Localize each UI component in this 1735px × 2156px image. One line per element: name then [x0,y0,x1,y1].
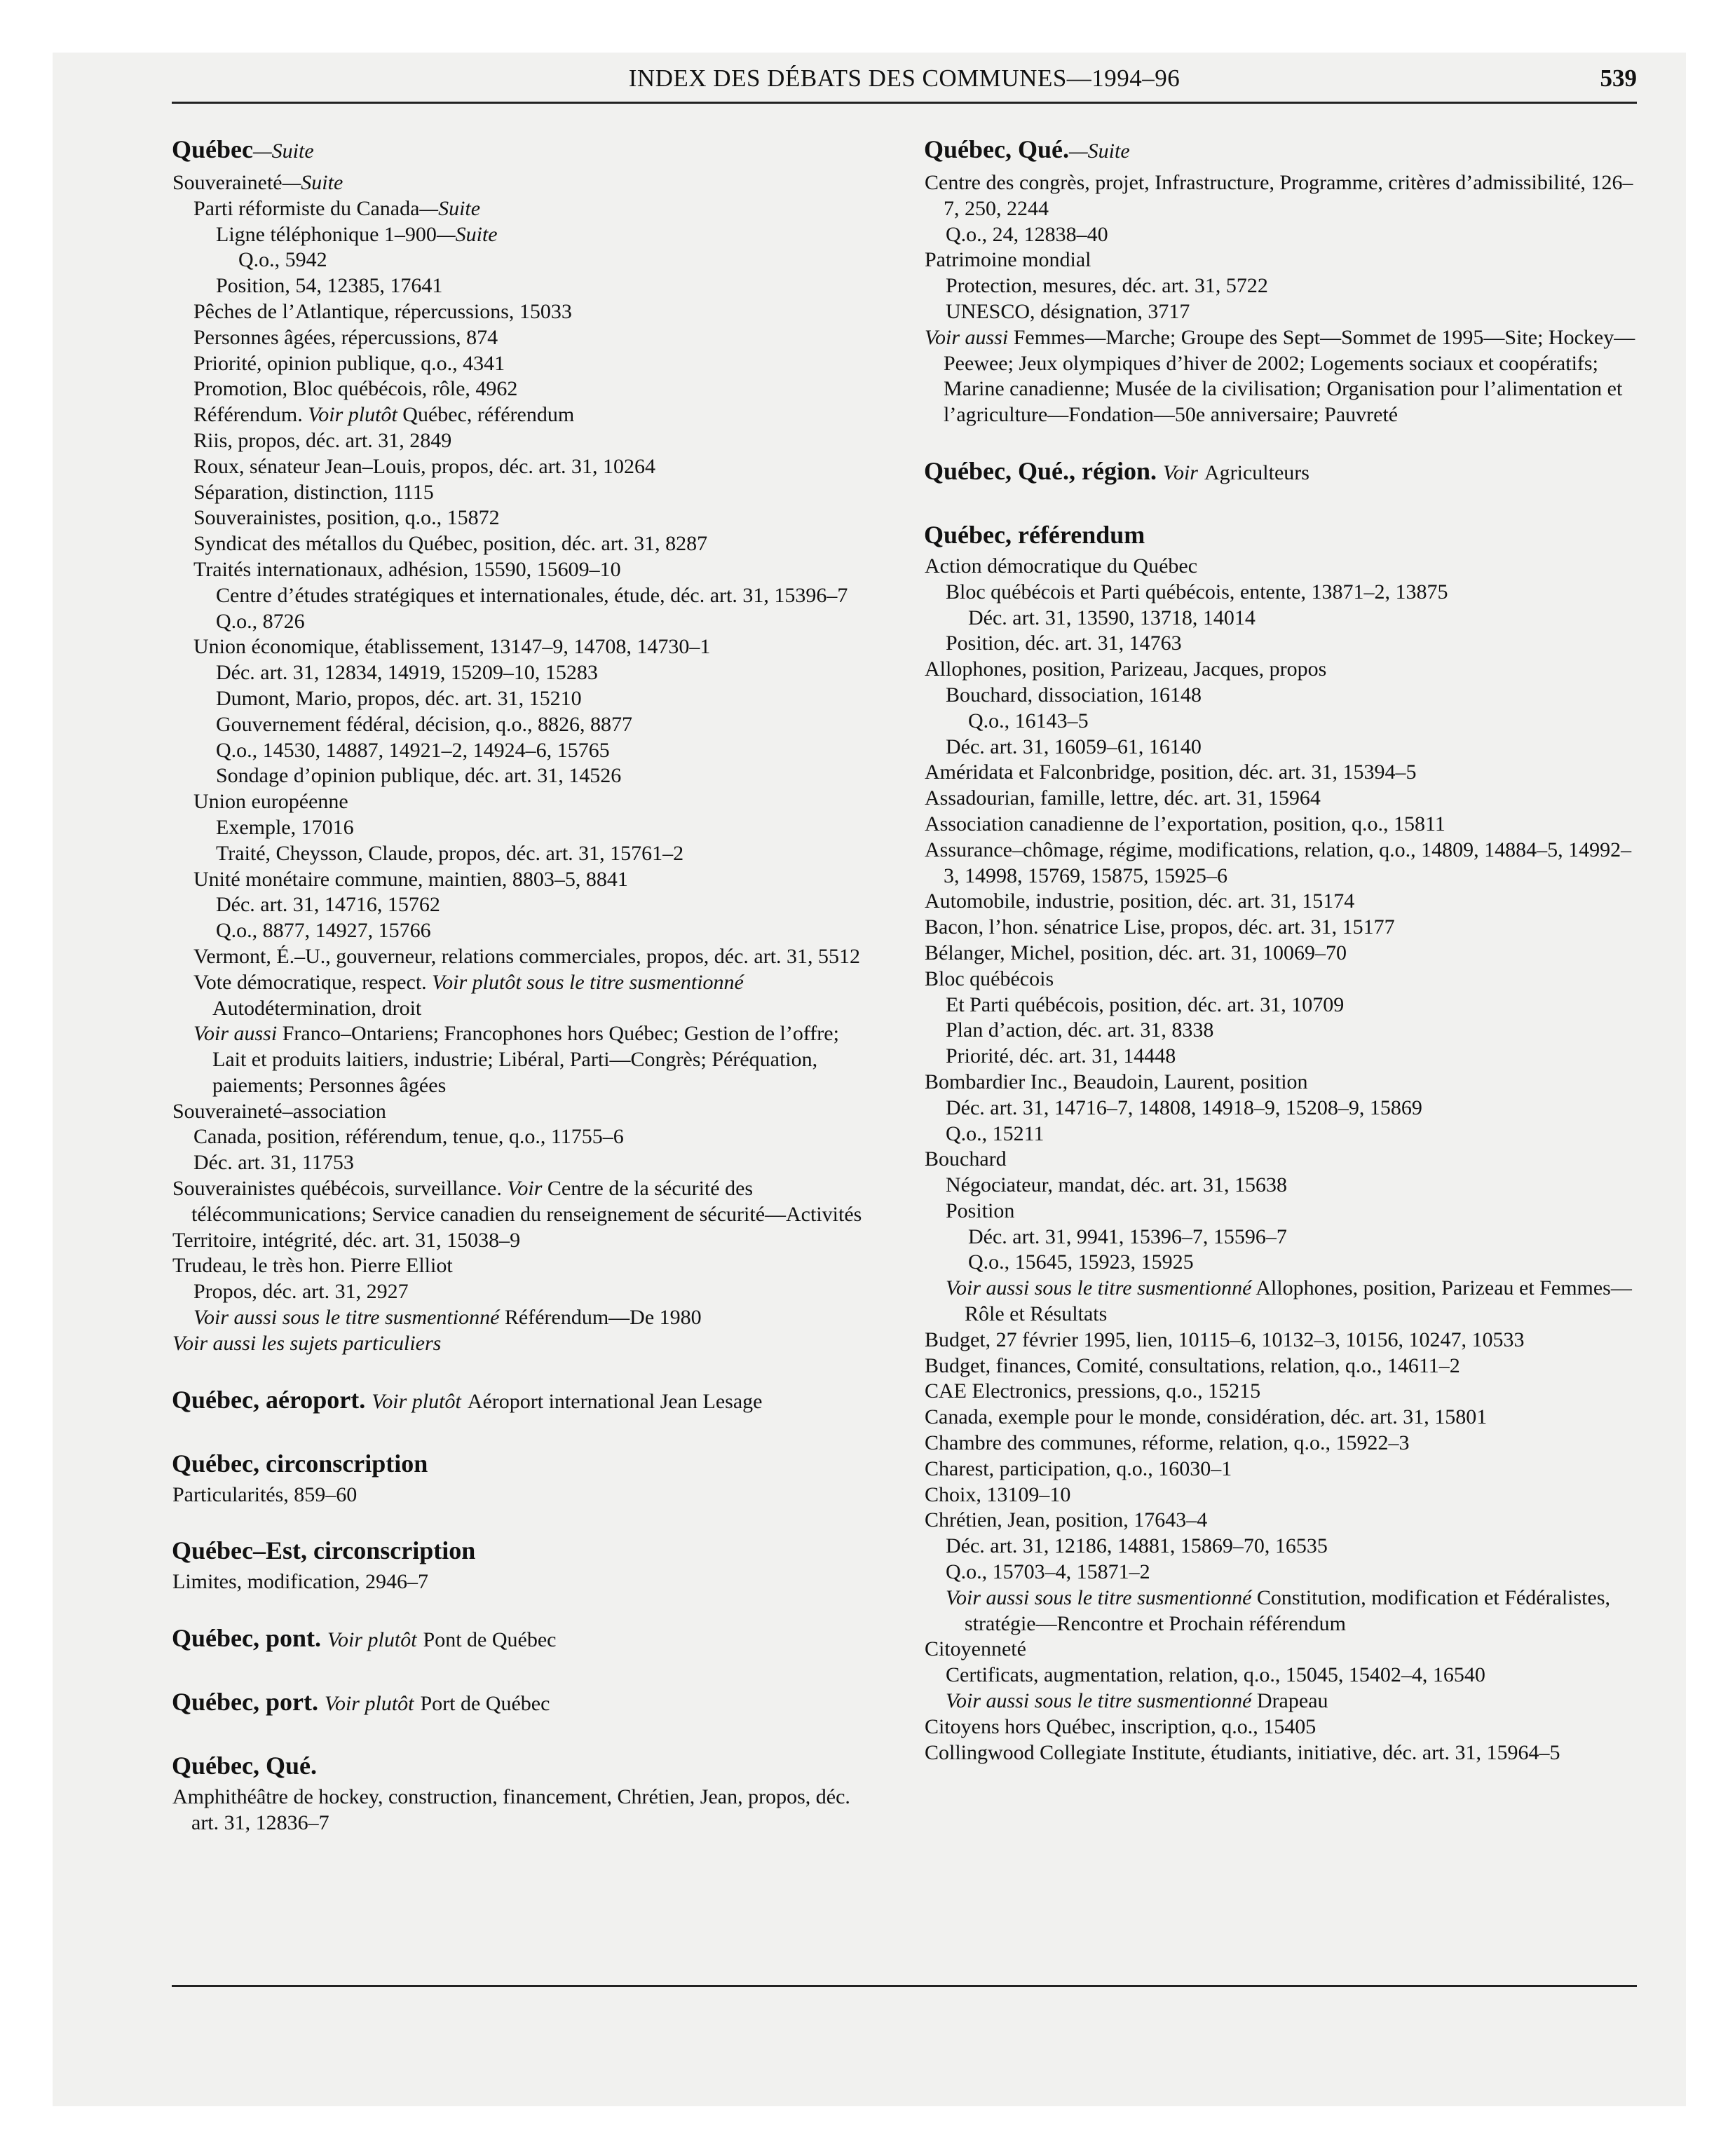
index-subentry [172,634,873,660]
cross-reference-target: Femmes—Marche; Groupe des Sept—Sommet de 1995—Site; Hockey—Peewee; Jeux olympiques d’hiver de 2002; Logements sociaux et coopératifs; Marine canadienne; Musée de la civilisation; Organisation pour l’alimentation et l’agriculture—Fondation—50e anniversaire; Pauvreté [944,325,1635,427]
subentry-text: Q.o., 24, 12838–40 [946,222,1108,246]
page-header [172,64,1637,101]
subentry-text: Certificats, augmentation, relation, q.o., 15045, 15402–4, 16540 [946,1663,1485,1687]
subentry-text: Position [946,1199,1015,1222]
index-subentry [172,815,873,841]
cross-reference-target: Pont de Québec [423,1628,557,1652]
subentry-text: Pêches de l’Atlantique, répercussions, 15033 [193,299,572,323]
index-subentry [172,454,873,480]
index-subentry [924,1096,1639,1121]
index-subentry [172,1482,873,1508]
index-subentry [172,867,873,893]
running-title: INDEX DES DÉBATS DES COMMUNES—1994–96 [628,64,1181,92]
subentry-text: Q.o., 14530, 14887, 14921–2, 14924–6, 15765 [216,738,610,762]
cross-reference-target: Franco–Ontariens; Francophones hors Québec; Gestion de l’offre; Lait et produits laitiers, industrie; Libéral, Parti—Congrès; Péréquation, paiements; Personnes âgées [212,1022,839,1097]
subentry-text: Souveraineté–association [172,1099,386,1123]
subentry-text: Dumont, Mario, propos, déc. art. 31, 15210 [216,686,582,710]
subentry-text: Bloc québécois [925,967,1054,990]
subentry-text: Q.o., 8877, 14927, 15766 [216,919,431,943]
subentry-text: Traités internationaux, adhésion, 15590, 15609–10 [193,557,621,581]
index-subentry [924,786,1639,812]
subentry-text: Bloc québécois et Parti québécois, entente, 13871–2, 13875 [946,580,1448,603]
index-subentry [172,1124,873,1150]
subentry-text: Vermont, É.–U., gouverneur, relations commerciales, propos, déc. art. 31, 5512 [193,944,861,968]
index-subentry [172,1305,873,1331]
heading-text: Québec, circonscription [172,1449,428,1478]
subentry-text: Charest, participation, q.o., 16030–1 [925,1456,1232,1480]
subentry-text: Budget, finances, Comité, consultations, relation, q.o., 14611–2 [925,1353,1460,1377]
index-subentry [172,1176,873,1228]
cross-reference-target: Autodétermination, droit [212,996,422,1020]
subentry-text: Citoyenneté [925,1637,1026,1661]
index-subentry [172,1253,873,1279]
subentry-text: Union européenne [193,790,348,814]
index-subentry [172,1569,873,1595]
subentry-text: Amphithéâtre de hockey, construction, financement, Chrétien, Jean, propos, déc. art. 31, 12836–7 [172,1785,850,1835]
subentry-text: Déc. art. 31, 14716, 15762 [216,893,440,917]
subentry-text: Personnes âgées, répercussions, 874 [193,325,498,349]
entry-heading [172,1531,873,1569]
subentry-text: Déc. art. 31, 11753 [193,1151,354,1175]
subentry-text: Unité monétaire commune, maintien, 8803–5, 8841 [193,867,628,891]
subentry-text: Syndicat des métallos du Québec, position, déc. art. 31, 8287 [193,532,708,556]
index-subentry [172,686,873,712]
index-subentry [924,273,1639,299]
entry-heading [172,1747,873,1785]
index-subentry [172,1021,873,1098]
subentry-text: Assurance–chômage, régime, modifications, relation, q.o., 14809, 14884–5, 14992–3, 14998, 15769, 15875, 15925–6 [925,838,1632,887]
index-subentry [924,1637,1639,1663]
index-subentry [172,1785,873,1836]
index-subentry [172,583,873,609]
index-subentry [924,1688,1639,1714]
index-subentry [924,683,1639,709]
cross-reference-target: Aéroport international Jean Lesage [467,1389,763,1413]
index-subentry [172,1150,873,1176]
index-subentry [924,1585,1639,1637]
subentry-text: Trudeau, le très hon. Pierre Elliot [172,1254,453,1278]
subentry-text: Ligne téléphonique 1–900 [216,222,437,246]
index-subentry [924,967,1639,992]
subentry-text: Centre des congrès, projet, Infrastructure, Programme, critères d’admissibilité, 126–7, 250, 2244 [925,171,1633,220]
subentry-text: Citoyens hors Québec, inscription, q.o., 15405 [925,1714,1316,1738]
index-entry [924,452,1639,492]
subentry-text: Et Parti québécois, position, déc. art. 31, 10709 [946,992,1345,1016]
index-subentry [924,1147,1639,1173]
index-subentry [924,760,1639,786]
subentry-text: Déc. art. 31, 12186, 14881, 15869–70, 16535 [946,1534,1328,1558]
cross-reference-target: Centre de la sécurité des télécommunications; Service canadien du renseignement de sécurité—Activités [191,1177,862,1226]
cross-reference-label: Voir aussi sous le titre susmentionné [193,1306,500,1330]
index-entry [924,130,1639,428]
index-subentry [172,738,873,764]
subentry-text: Négociateur, mandat, déc. art. 31, 15638 [946,1173,1287,1197]
index-subentry [924,1534,1639,1560]
index-subentry [924,1482,1639,1508]
subentry-text: CAE Electronics, pressions, q.o., 15215 [925,1379,1261,1403]
index-entry [172,1619,873,1659]
subentry-text: Bacon, l’hon. sénatrice Lise, propos, déc. art. 31, 15177 [925,915,1395,939]
subentry-text: Canada, position, référendum, tenue, q.o., 11755–6 [193,1125,624,1149]
subentry-text: Centre d’études stratégiques et internationales, étude, déc. art. 31, 15396–7 [216,583,848,607]
index-subentry [924,1560,1639,1585]
subentry-text: Chrétien, Jean, position, 17643–4 [925,1508,1208,1532]
entry-heading [924,130,1639,170]
cross-reference-label: Voir aussi sous le titre susmentionné [946,1585,1252,1609]
subentry-text: Riis, propos, déc. art. 31, 2849 [193,428,452,452]
index-subentry [172,944,873,970]
index-subentry [172,247,873,273]
subentry-text: Référendum. [193,403,303,427]
heading-text: Québec, port. [172,1688,318,1717]
subentry-text: Position, 54, 12385, 17641 [216,274,443,298]
subentry-text: Q.o., 15703–4, 15871–2 [946,1560,1150,1584]
index-subentry [924,1456,1639,1482]
heading-text: Québec [172,135,253,163]
index-subentry [172,531,873,557]
subentry-text: Séparation, distinction, 1115 [193,480,434,504]
index-subentry [924,631,1639,657]
index-subentry [924,889,1639,915]
subentry-text: Vote démocratique, respect. [193,970,427,994]
subentry-text: Canada, exemple pour le monde, considération, déc. art. 31, 15801 [925,1405,1488,1429]
subentry-text: Bouchard [925,1147,1007,1171]
subentry-text: Q.o., 15645, 15923, 15925 [968,1250,1194,1274]
index-entry [172,1747,873,1836]
subentry-text: Union économique, établissement, 13147–9, 14708, 14730–1 [193,635,711,659]
index-subentry [172,970,873,1022]
cross-reference-target: Agriculteurs [1204,460,1309,484]
index-subentry [924,992,1639,1018]
index-subentry [172,557,873,583]
cross-reference-target: Constitution, modification et Fédéralistes, stratégie—Rencontre et Prochain référendum [965,1585,1611,1635]
index-subentry [924,1405,1639,1431]
index-subentry [924,1353,1639,1379]
subentry-text: Souverainistes québécois, surveillance. [172,1177,502,1201]
entry-heading [172,1381,873,1421]
index-subentry [924,812,1639,838]
cross-reference-label: Voir aussi sous le titre susmentionné [946,1276,1252,1300]
index-subentry [924,1173,1639,1199]
subentry-text: Déc. art. 31, 16059–61, 16140 [946,735,1202,758]
subentry-text: Gouvernement fédéral, décision, q.o., 8826, 8877 [216,712,633,736]
subentry-text: Sondage d’opinion publique, déc. art. 31, 14526 [216,764,622,788]
subentry-text: Allophones, position, Parizeau, Jacques, propos [925,657,1327,681]
index-subentry [172,505,873,531]
index-subentry [924,735,1639,760]
index-subentry [924,1328,1639,1353]
heading-text: Québec, Qué. [924,135,1069,163]
cross-reference-label: Voir [1162,460,1198,484]
cross-reference-label: Voir plutôt [324,1692,414,1716]
subentry-text: Bélanger, Michel, position, déc. art. 31, 10069–70 [925,941,1347,964]
subentry-text: Assadourian, famille, lettre, déc. art. 31, 15964 [925,786,1321,810]
subentry-text: Choix, 13109–10 [925,1482,1071,1506]
subentry-text: Budget, 27 février 1995, lien, 10115–6, 10132–3, 10156, 10247, 10533 [925,1328,1525,1351]
index-subentry [172,789,873,815]
heading-text: Québec–Est, circonscription [172,1536,476,1565]
subentry-text: Association canadienne de l’exportation, position, q.o., 15811 [925,812,1445,835]
subentry-text: Roux, sénateur Jean–Louis, propos, déc. art. 31, 10264 [193,454,656,478]
index-subentry [172,1228,873,1254]
subentry-text: Propos, déc. art. 31, 2927 [193,1280,409,1304]
index-subentry [172,222,873,248]
index-subentry [172,712,873,738]
subentry-text: Bombardier Inc., Beaudoin, Laurent, position [925,1070,1308,1093]
index-subentry [924,1250,1639,1276]
subentry-text: UNESCO, désignation, 3717 [946,299,1190,323]
index-subentry [172,1099,873,1125]
index-subentry [924,1199,1639,1224]
index-subentry [172,841,873,867]
index-subentry [172,402,873,428]
index-subentry [172,351,873,377]
subentry-text: Collingwood Collegiate Institute, étudiants, initiative, déc. art. 31, 15964–5 [925,1740,1560,1764]
heading-text: Québec, pont. [172,1624,322,1653]
subentry-text: Déc. art. 31, 13590, 13718, 14014 [968,606,1256,629]
subentry-text: Limites, modification, 2946–7 [172,1570,428,1594]
footer-rule [172,1985,1637,1987]
entry-heading [172,1445,873,1482]
subentry-text: Souverainistes, position, q.o., 15872 [193,506,500,530]
subentry-text: Promotion, Bloc québécois, rôle, 4962 [193,377,518,401]
index-subentry [924,709,1639,735]
index-subentry [924,1663,1639,1688]
index-subentry [924,941,1639,967]
subentry-text: Action démocratique du Québec [925,554,1198,578]
index-subentry [172,1279,873,1305]
index-entry [924,516,1639,1766]
right-column [924,130,1639,1789]
subentry-text: Automobile, industrie, position, déc. art. 31, 15174 [925,889,1355,913]
heading-text: Québec, référendum [924,520,1145,549]
index-subentry [924,606,1639,632]
header-rule [172,102,1637,104]
index-subentry [172,918,873,944]
cross-reference-target: Québec, référendum [402,403,575,427]
cross-reference-target: Port de Québec [420,1692,550,1716]
index-subentry [924,1508,1639,1534]
subentry-text: Protection, mesures, déc. art. 31, 5722 [946,274,1268,298]
subentry-text: Traité, Cheysson, Claude, propos, déc. art. 31, 15761–2 [216,841,684,865]
page-number: 539 [1600,64,1637,92]
cross-reference-label: Voir aussi [925,325,1009,349]
index-subentry [924,580,1639,606]
index-subentry [924,222,1639,248]
subentry-text: Déc. art. 31, 9941, 15396–7, 15596–7 [968,1224,1287,1248]
heading-suite: —Suite [1068,139,1130,163]
index-subentry [172,763,873,789]
index-entry [172,1381,873,1421]
index-subentry [924,1379,1639,1405]
subentry-text: Bouchard, dissociation, 16148 [946,683,1202,707]
subentry-text: Priorité, opinion publique, q.o., 4341 [193,351,505,375]
heading-suite: —Suite [252,139,314,163]
cross-reference-label: Voir plutôt [308,403,397,427]
subentry-text: Particularités, 859–60 [172,1482,358,1506]
index-subentry [924,1224,1639,1250]
heading-text: Québec, Qué. [172,1752,317,1780]
index-subentry [172,170,873,196]
entry-heading [172,1683,873,1723]
index-subentry [172,196,873,222]
index-subentry [172,428,873,454]
index-subentry [172,273,873,299]
subentry-text: Q.o., 5942 [238,248,327,272]
cross-reference-label: Voir aussi les sujets particuliers [172,1331,442,1355]
index-subentry [924,1121,1639,1147]
subentry-text: Exemple, 17016 [216,815,354,839]
subentry-suite: —Suite [282,171,343,194]
subentry-text: Parti réformiste du Canada [193,196,420,220]
subentry-text: Déc. art. 31, 12834, 14919, 15209–10, 15283 [216,661,598,685]
index-entry [172,1531,873,1595]
entry-heading [172,1619,873,1659]
entry-heading [924,516,1639,554]
subentry-text: Chambre des communes, réforme, relation, q.o., 15922–3 [925,1431,1410,1455]
cross-reference-target: Drapeau [1256,1689,1328,1713]
cross-reference-label: Voir aussi sous le titre susmentionné [946,1689,1252,1713]
entry-heading [924,452,1639,492]
subentry-text: Q.o., 8726 [216,609,305,633]
subentry-text: Territoire, intégrité, déc. art. 31, 15038–9 [172,1228,521,1252]
subentry-suite: —Suite [436,222,498,246]
index-subentry [924,299,1639,325]
index-entry [172,1445,873,1508]
cross-reference-label: Voir plutôt [327,1628,417,1652]
subentry-text: Déc. art. 31, 14716–7, 14808, 14918–9, 15208–9, 15869 [946,1096,1422,1119]
index-entry [172,130,873,1357]
index-subentry [172,660,873,686]
entry-heading [172,130,873,170]
subentry-text: Améridata et Falconbridge, position, déc. art. 31, 15394–5 [925,760,1417,784]
index-subentry [924,1044,1639,1070]
index-subentry [924,838,1639,889]
index-subentry [924,247,1639,273]
index-subentry [924,1714,1639,1740]
heading-text: Québec, aéroport. [172,1385,366,1414]
subentry-text: Souveraineté [172,171,283,194]
cross-reference-target: Référendum—De 1980 [504,1306,702,1330]
index-subentry [924,1431,1639,1456]
cross-reference-label: Voir aussi [193,1022,278,1046]
index-entry [172,1683,873,1723]
heading-text: Québec, Qué., région. [924,456,1157,485]
index-subentry [924,1740,1639,1766]
index-subentry [924,1276,1639,1328]
subentry-text: Q.o., 15211 [946,1121,1045,1145]
index-subentry [924,554,1639,580]
cross-reference-label: Voir [507,1177,543,1201]
index-subentry [924,170,1639,222]
subentry-text: Plan d’action, déc. art. 31, 8338 [946,1018,1214,1042]
left-column [172,130,873,1860]
index-subentry [924,325,1639,428]
index-subentry [172,299,873,325]
index-subentry [172,376,873,402]
subentry-text: Priorité, déc. art. 31, 14448 [946,1044,1176,1068]
index-subentry [172,480,873,506]
index-subentry [924,657,1639,683]
cross-reference-label: Voir plutôt [372,1389,461,1413]
cross-reference-label: Voir plutôt sous le titre susmentionné [432,970,744,994]
index-subentry [172,325,873,351]
index-subentry [172,1331,873,1357]
index-subentry [924,915,1639,941]
cross-reference-target: Allophones, position, Parizeau et Femmes—Rôle et Résultats [965,1276,1632,1326]
index-subentry [172,609,873,635]
subentry-suite: —Suite [419,196,481,220]
subentry-text: Position, déc. art. 31, 14763 [946,632,1182,655]
index-subentry [924,1018,1639,1044]
subentry-text: Patrimoine mondial [925,248,1091,272]
subentry-text: Q.o., 16143–5 [968,709,1089,732]
index-subentry [172,892,873,918]
index-subentry [924,1070,1639,1096]
